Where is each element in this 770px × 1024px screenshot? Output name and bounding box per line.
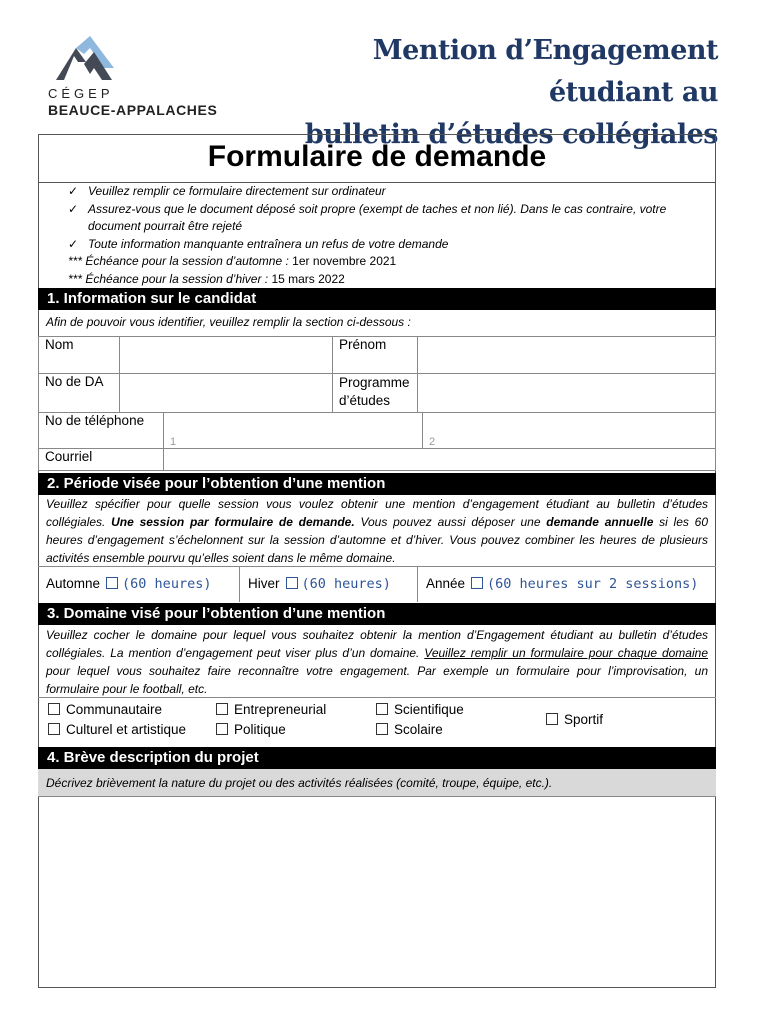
telephone-field-2[interactable] (423, 413, 716, 449)
intro-text: Vous pouvez aussi déposer une (354, 515, 547, 529)
intro-emphasis: Une session par formulaire de demande. (111, 515, 355, 529)
domain-label: Entrepreneurial (234, 702, 327, 717)
deadline-value: 1er novembre 2021 (292, 254, 397, 268)
domain-culturel[interactable] (48, 720, 186, 740)
checkbox-icon[interactable] (216, 703, 228, 715)
checkbox-icon[interactable] (48, 703, 60, 715)
domain-label: Culturel et artistique (66, 722, 187, 737)
checkbox-icon[interactable] (106, 577, 118, 589)
document-title-line1: Mention d’Engagement étudiant au (372, 35, 718, 108)
document-title-line2: bulletin d’études collégiales (304, 119, 718, 150)
no-da-label: No de DA (39, 374, 120, 413)
instruction-text: Toute information manquante entraînera un refus de votre demande (88, 236, 449, 251)
section-4-header: 4. Brève description du projet (38, 747, 716, 769)
deadline-label: *** Échéance pour la session d’hiver : (68, 271, 272, 286)
deadline-label: *** Échéance pour la session d’automne : (68, 254, 293, 268)
telephone-label: No de téléphone (39, 413, 164, 449)
domain-column-1 (48, 700, 186, 740)
section-3-intro (38, 626, 716, 698)
phone-hint-1: 1 (170, 436, 177, 448)
checkmark-icon: ✓ (68, 201, 79, 216)
programme-label-line2: d’études (339, 393, 391, 408)
section-1-header: 1. Information sur le candidat (38, 288, 716, 310)
form-title: Formulaire de demande (207, 140, 547, 173)
telephone-field-1[interactable] (164, 413, 423, 449)
option-hiver[interactable] (240, 566, 418, 602)
checkbox-icon[interactable] (216, 723, 228, 735)
candidate-info-table (38, 336, 716, 413)
intro-text: si les 60 heures d’engagement s’échelonnent sur la session d’automne et d’hiver. Vous pouvez combiner les heures de plusieurs activités ensemble pourvu qu’elles soient dans le même domaine. (46, 515, 709, 565)
programme-label (333, 374, 418, 413)
instruction-text: Veuillez remplir ce formulaire directement sur ordinateur (88, 184, 386, 198)
instruction-item (68, 236, 708, 254)
domain-sportif[interactable] (546, 710, 603, 730)
section-2-intro (38, 495, 716, 567)
checkbox-icon[interactable] (546, 713, 558, 725)
checkmark-icon: ✓ (68, 236, 79, 251)
checkbox-icon[interactable] (471, 577, 483, 589)
phone-hint-2: 2 (429, 436, 436, 448)
checkbox-icon[interactable] (286, 577, 298, 589)
section-2-header: 2. Période visée pour l’obtention d’une mention (38, 473, 716, 495)
domain-communautaire[interactable] (48, 700, 186, 720)
contact-table (38, 412, 716, 471)
domain-scolaire[interactable] (376, 720, 464, 740)
section-4-intro: Décrivez brièvement la nature du projet ou des activités réalisées (comité, troupe, équipe, etc.). (38, 769, 716, 797)
option-hint: (60 heures) (301, 576, 391, 592)
deadline-value: 15 mars 2022 (271, 271, 345, 286)
intro-text: pour lequel vous souhaitez faire reconnaître votre engagement. Par exemple un formulaire pour l’improvisation, un formulaire pour le football, etc. (46, 664, 708, 696)
option-hint: (60 heures sur 2 sessions) (487, 576, 699, 592)
nom-label: Nom (39, 337, 120, 374)
domain-label: Scolaire (394, 722, 443, 737)
courriel-field[interactable] (164, 449, 716, 471)
nom-field[interactable] (120, 337, 333, 374)
deadline-winter (68, 271, 708, 289)
logo-text-cegep: CÉGEP (48, 86, 114, 101)
section-3-header: 3. Domaine visé pour l’obtention d’une mention (38, 603, 716, 625)
section-1-intro: Afin de pouvoir vous identifier, veuillez remplir la section ci-dessous : (46, 315, 411, 329)
intro-emphasis: demande annuelle (546, 515, 654, 529)
deadline-autumn (68, 253, 708, 271)
domain-entrepreneurial[interactable] (216, 700, 326, 720)
option-hint: (60 heures) (122, 576, 212, 592)
programme-label-line1: Programme (339, 375, 410, 390)
domain-politique[interactable] (216, 720, 326, 740)
logo-text-college: BEAUCE-APPALACHES (48, 102, 218, 118)
domain-label: Communautaire (66, 702, 163, 717)
instruction-text: Assurez-vous que le document déposé soit propre (exempt de taches et non lié). Dans le cas contraire, votre (88, 201, 667, 216)
domain-label: Scientifique (394, 702, 464, 717)
domain-label: Sportif (564, 712, 604, 727)
instruction-item (68, 201, 708, 219)
period-options (38, 566, 716, 602)
intro-text: Veuillez spécifier pour quelle session vous voulez obtenir une mention d’engagement étudiant au bulletin d’études collégiales. (46, 497, 708, 529)
domain-column-4 (546, 710, 603, 730)
domain-options (38, 698, 716, 746)
intro-underlined: Veuillez remplir un formulaire pour chaque domaine (424, 646, 708, 660)
checkbox-icon[interactable] (48, 723, 60, 735)
checkbox-icon[interactable] (376, 703, 388, 715)
courriel-label: Courriel (39, 449, 164, 471)
cegep-logo (44, 34, 234, 124)
programme-field[interactable] (418, 374, 716, 413)
checkbox-icon[interactable] (376, 723, 388, 735)
description-field[interactable] (39, 798, 715, 987)
prenom-label: Prénom (333, 337, 418, 374)
option-label: Année (426, 576, 466, 591)
checkmark-icon: ✓ (68, 184, 79, 198)
intro-text: Veuillez cocher le domaine pour lequel vous souhaitez obtenir la mention d’Engagement étudiant au bulletin d’études collégiales. La mention d’engagement peut viser plus d’un domaine. (46, 628, 708, 660)
option-annee[interactable] (418, 566, 716, 602)
instructions-list (68, 183, 708, 288)
instruction-continuation: document pourrait être rejeté (88, 219, 243, 233)
domain-scientifique[interactable] (376, 700, 464, 720)
domain-column-2 (216, 700, 326, 740)
option-label: Hiver (248, 576, 280, 591)
domain-column-3 (376, 700, 464, 740)
domain-label: Politique (234, 722, 286, 737)
mountain-logo-icon (54, 34, 124, 84)
instruction-item (68, 183, 708, 201)
option-automne[interactable] (38, 566, 240, 602)
option-label: Automne (46, 576, 101, 591)
no-da-field[interactable] (120, 374, 333, 413)
prenom-field[interactable] (418, 337, 716, 374)
